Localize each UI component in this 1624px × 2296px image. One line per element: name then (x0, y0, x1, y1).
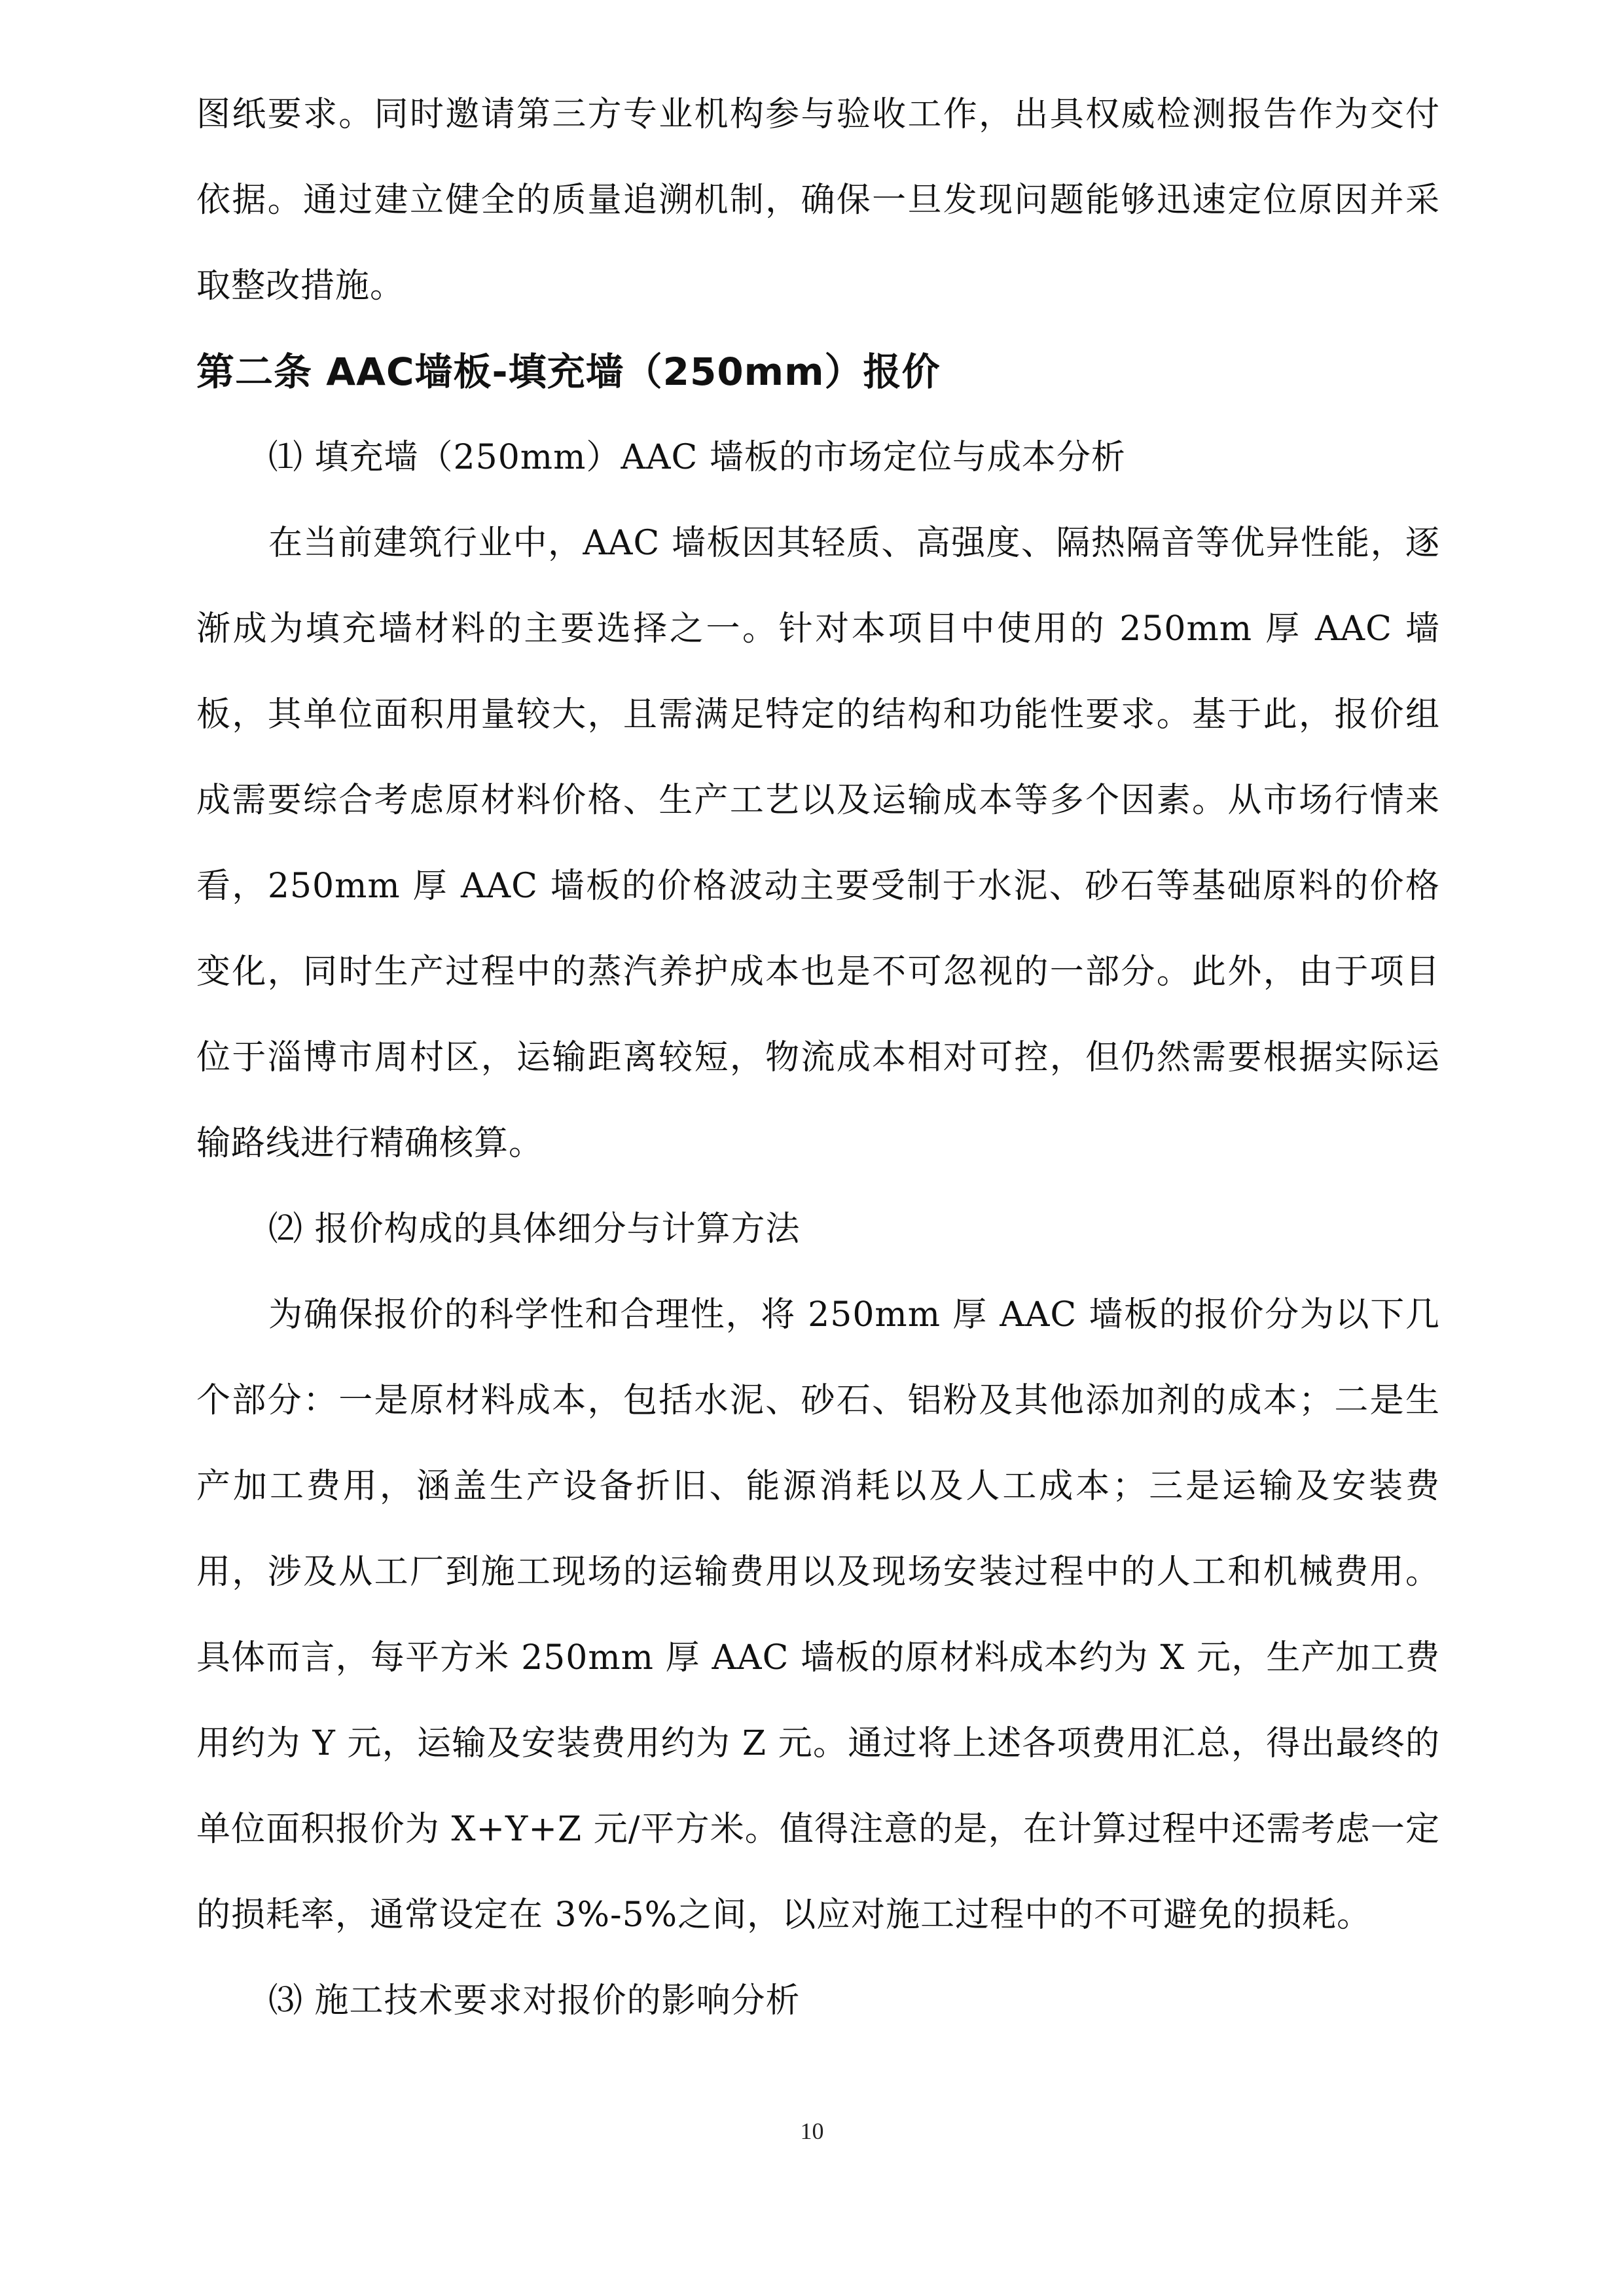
intro-paragraph: 图纸要求。同时邀请第三方专业机构参与验收工作，出具权威检测报告作为交付依据。通过建立健全的质量追溯机制，确保一旦发现问题能够迅速定位原因并采取整改措施。 (196, 95, 1440, 306)
page-number: 10 (800, 2118, 824, 2144)
page-content (196, 72, 1440, 2044)
section-1-heading: ⑴ 填充墙（250mm）AAC 墙板的市场定位与成本分析 (268, 438, 1126, 477)
section-1-body: 在当前建筑行业中，AAC 墙板因其轻质、高强度、隔热隔音等优异性能，逐渐成为填充墙材料的主要选择之一。针对本项目中使用的 250mm 厚 AAC 墙板，其单位面积用量较大，且需满足特定的结构和功能性要求。基于此，报价组成需要综合考虑原材料价格、生产工艺以及运输成本等多个因素。从市场行情来看，250mm 厚 AAC 墙板的价格波动主要受制于水泥、砂石等基础原料的价格变化，同时生产过程中的蒸汽养护成本也是不可忽视的一部分。此外，由于项目位于淄博市周村区，运输距离较短，物流成本相对可控，但仍然需要根据实际运输路线进行精确核算。 (196, 524, 1440, 1163)
article-heading: 第二条 AAC墙板-填充墙（250mm）报价 (196, 350, 941, 394)
section-2-heading: ⑵ 报价构成的具体细分与计算方法 (268, 1210, 801, 1249)
section-3-heading: ⑶ 施工技术要求对报价的影响分析 (268, 1981, 801, 2020)
section-2-body: 为确保报价的科学性和合理性，将 250mm 厚 AAC 墙板的报价分为以下几个部分：一是原材料成本，包括水泥、砂石、铝粉及其他添加剂的成本；二是生产加工费用，涵盖生产设备折旧、能源消耗以及人工成本；三是运输及安装费用，涉及从工厂到施工现场的运输费用以及现场安装过程中的人工和机械费用。具体而言，每平方米 250mm 厚 AAC 墙板的原材料成本约为 X 元，生产加工费用约为 Y 元，运输及安装费用约为 Z 元。通过将上述各项费用汇总，得出最终的单位面积报价为 X+Y+Z 元/平方米。值得注意的是，在计算过程中还需考虑一定的损耗率，通常设定在 3%-5%之间，以应对施工过程中的不可避免的损耗。 (196, 1295, 1440, 1935)
